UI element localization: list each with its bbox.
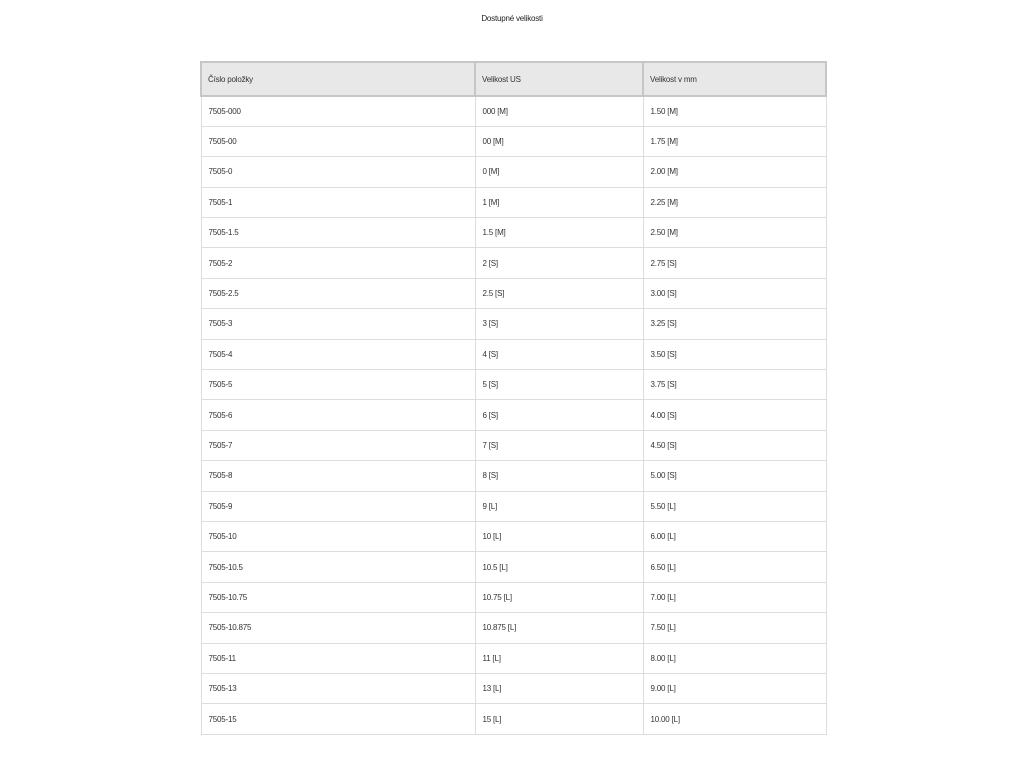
mm-size-cell: 4.00 [S] — [643, 400, 826, 430]
table-body — [201, 96, 826, 734]
item-number-cell: 7505-11 — [201, 643, 475, 673]
item-number-cell: 7505-000 — [201, 96, 475, 126]
mm-size-cell: 2.25 [M] — [643, 187, 826, 217]
us-size-cell: 2 [S] — [475, 248, 643, 278]
item-number-cell: 7505-7 — [201, 430, 475, 460]
mm-size-cell: 7.50 [L] — [643, 613, 826, 643]
table-row — [201, 339, 826, 369]
table-row — [201, 552, 826, 582]
table-row — [201, 248, 826, 278]
table-row — [201, 126, 826, 156]
mm-size-cell: 3.00 [S] — [643, 278, 826, 308]
item-number-cell: 7505-8 — [201, 461, 475, 491]
mm-size-cell: 8.00 [L] — [643, 643, 826, 673]
mm-size-cell: 6.50 [L] — [643, 552, 826, 582]
mm-size-cell: 2.00 [M] — [643, 157, 826, 187]
us-size-cell: 10.5 [L] — [475, 552, 643, 582]
mm-size-cell: 6.00 [L] — [643, 521, 826, 551]
mm-size-cell: 2.75 [S] — [643, 248, 826, 278]
mm-size-cell: 5.50 [L] — [643, 491, 826, 521]
us-size-cell: 7 [S] — [475, 430, 643, 460]
table-row — [201, 309, 826, 339]
mm-size-cell: 9.00 [L] — [643, 673, 826, 703]
us-size-cell: 8 [S] — [475, 461, 643, 491]
mm-size-cell: 7.00 [L] — [643, 582, 826, 612]
us-size-cell: 15 [L] — [475, 704, 643, 734]
table-row — [201, 187, 826, 217]
table-row — [201, 370, 826, 400]
item-number-cell: 7505-4 — [201, 339, 475, 369]
item-number-cell: 7505-10.875 — [201, 613, 475, 643]
us-size-cell: 00 [M] — [475, 126, 643, 156]
table-header-row — [201, 62, 826, 96]
table-row — [201, 400, 826, 430]
us-size-cell: 1.5 [M] — [475, 218, 643, 248]
us-size-cell: 2.5 [S] — [475, 278, 643, 308]
us-size-cell: 9 [L] — [475, 491, 643, 521]
mm-size-cell: 10.00 [L] — [643, 704, 826, 734]
item-number-cell: 7505-13 — [201, 673, 475, 703]
item-number-cell: 7505-1.5 — [201, 218, 475, 248]
us-size-cell: 3 [S] — [475, 309, 643, 339]
mm-size-cell: 1.75 [M] — [643, 126, 826, 156]
item-number-cell: 7505-2.5 — [201, 278, 475, 308]
page-title: Dostupné velikosti — [481, 14, 543, 23]
table-row — [201, 673, 826, 703]
item-number-cell: 7505-10.5 — [201, 552, 475, 582]
item-number-cell: 7505-2 — [201, 248, 475, 278]
mm-size-cell: 1.50 [M] — [643, 96, 826, 126]
table-row — [201, 157, 826, 187]
us-size-cell: 10.75 [L] — [475, 582, 643, 612]
mm-size-cell: 3.75 [S] — [643, 370, 826, 400]
mm-size-cell: 3.50 [S] — [643, 339, 826, 369]
available-sizes-table — [200, 61, 827, 735]
table-row — [201, 218, 826, 248]
item-number-cell: 7505-0 — [201, 157, 475, 187]
item-number-cell: 7505-6 — [201, 400, 475, 430]
item-number-cell: 7505-1 — [201, 187, 475, 217]
mm-size-cell: 5.00 [S] — [643, 461, 826, 491]
table-row — [201, 491, 826, 521]
table-row — [201, 704, 826, 734]
item-number-cell: 7505-3 — [201, 309, 475, 339]
item-number-cell: 7505-00 — [201, 126, 475, 156]
us-size-cell: 1 [M] — [475, 187, 643, 217]
us-size-cell: 6 [S] — [475, 400, 643, 430]
column-header-us-size: Velikost US — [475, 62, 643, 96]
us-size-cell: 0 [M] — [475, 157, 643, 187]
item-number-cell: 7505-10.75 — [201, 582, 475, 612]
item-number-cell: 7505-10 — [201, 521, 475, 551]
table-row — [201, 582, 826, 612]
us-size-cell: 000 [M] — [475, 96, 643, 126]
us-size-cell: 10.875 [L] — [475, 613, 643, 643]
item-number-cell: 7505-5 — [201, 370, 475, 400]
table-row — [201, 461, 826, 491]
us-size-cell: 11 [L] — [475, 643, 643, 673]
column-header-item-number: Číslo položky — [201, 62, 475, 96]
us-size-cell: 10 [L] — [475, 521, 643, 551]
mm-size-cell: 3.25 [S] — [643, 309, 826, 339]
item-number-cell: 7505-9 — [201, 491, 475, 521]
us-size-cell: 4 [S] — [475, 339, 643, 369]
mm-size-cell: 4.50 [S] — [643, 430, 826, 460]
table-row — [201, 430, 826, 460]
table-row — [201, 521, 826, 551]
item-number-cell: 7505-15 — [201, 704, 475, 734]
table-row — [201, 278, 826, 308]
us-size-cell: 5 [S] — [475, 370, 643, 400]
table-row — [201, 613, 826, 643]
table-row — [201, 643, 826, 673]
mm-size-cell: 2.50 [M] — [643, 218, 826, 248]
us-size-cell: 13 [L] — [475, 673, 643, 703]
column-header-mm-size: Velikost v mm — [643, 62, 826, 96]
table-row — [201, 96, 826, 126]
